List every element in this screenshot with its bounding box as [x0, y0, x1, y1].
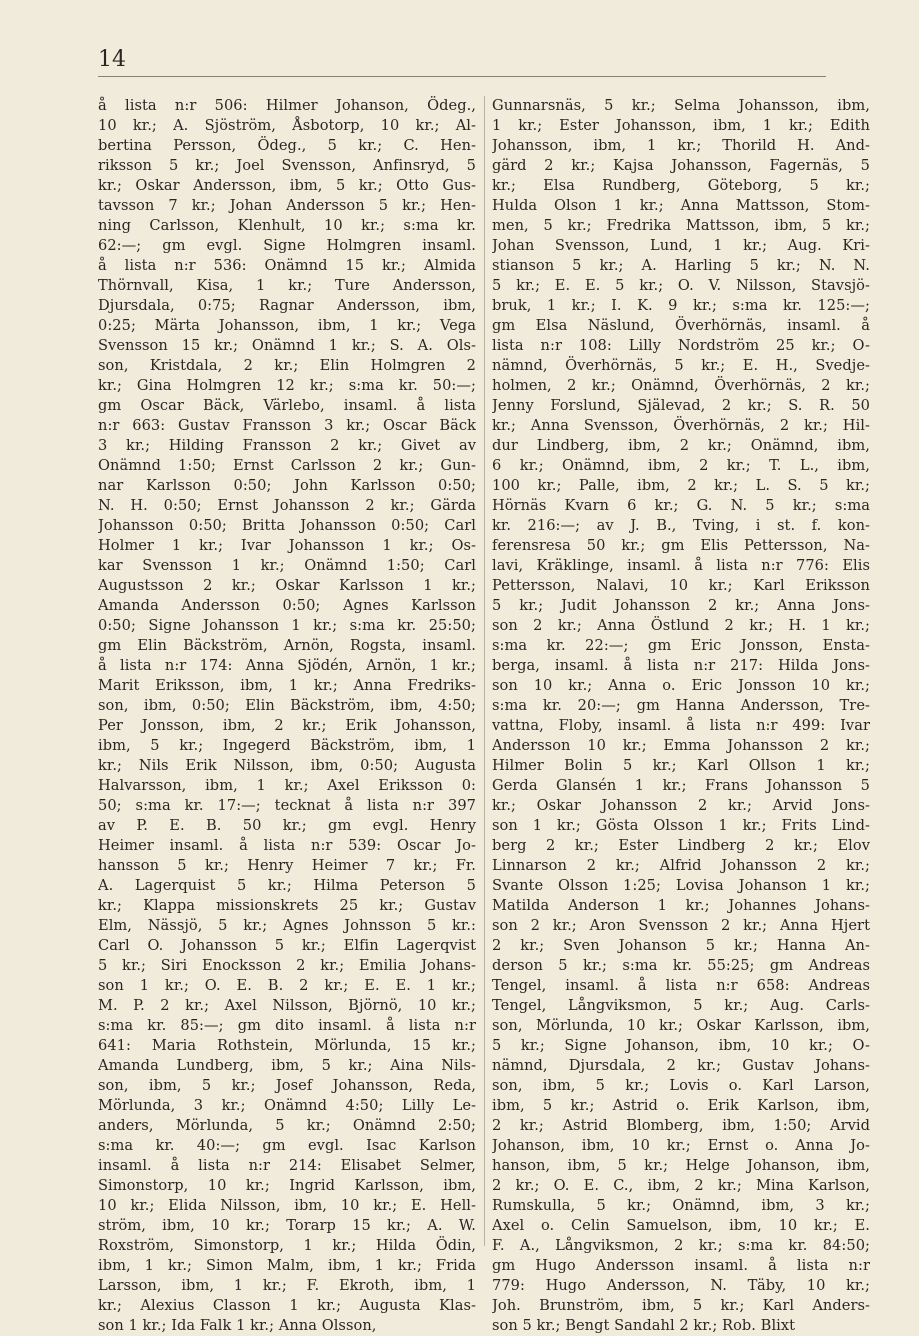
text-line: riksson 5 kr.; Joel Svensson, Anfinsryd, 5 — [98, 157, 476, 174]
text-line: 5 kr.; Signe Johanson, ibm, 10 kr.; O- — [492, 1037, 870, 1054]
text-line: s:ma kr. 40:—; gm evgl. Isac Karlson — [98, 1137, 476, 1154]
text-line: kr.; Oskar Andersson, ibm, 5 kr.; Otto Gus- — [98, 177, 476, 194]
text-line: av P. E. B. 50 kr.; gm evgl. Henry — [98, 817, 476, 834]
text-line: Simonstorp, 10 kr.; Ingrid Karlsson, ibm, — [98, 1177, 476, 1194]
text-line: bruk, 1 kr.; I. K. 9 kr.; s:ma kr. 125:—; — [492, 297, 870, 314]
text-line: Thörnvall, Kisa, 1 kr.; Ture Andersson, — [98, 277, 476, 294]
text-line: Halvarsson, ibm, 1 kr.; Axel Eriksson 0: — [98, 777, 476, 794]
text-line: tavsson 7 kr.; Johan Andersson 5 kr.; Hen- — [98, 197, 476, 214]
text-line: 641: Maria Rothstein, Mörlunda, 15 kr.; — [98, 1037, 476, 1054]
right-column — [492, 96, 870, 1336]
text-line: lavi, Kräklinge, insaml. å lista n:r 776: Elis — [492, 557, 870, 574]
text-line: 2 kr.; O. E. C., ibm, 2 kr.; Mina Karlson, — [492, 1177, 870, 1194]
text-line: derson 5 kr.; s:ma kr. 55:25; gm Andreas — [492, 957, 870, 974]
text-line: 5 kr.; Siri Enocksson 2 kr.; Emilia Johans- — [98, 957, 476, 974]
text-line: son, ibm, 5 kr.; Josef Johansson, Reda, — [98, 1077, 476, 1094]
text-line: 100 kr.; Palle, ibm, 2 kr.; L. S. 5 kr.; — [492, 477, 870, 494]
text-line: 5 kr.; Judit Johansson 2 kr.; Anna Jons- — [492, 597, 870, 614]
text-line: gärd 2 kr.; Kajsa Johansson, Fagernäs, 5 — [492, 157, 870, 174]
text-line: kr.; Klappa missionskrets 25 kr.; Gustav — [98, 897, 476, 914]
text-line: Jenny Forslund, Själevad, 2 kr.; S. R. 50 — [492, 397, 870, 414]
text-line: gm Oscar Bäck, Värlebo, insaml. å lista — [98, 397, 476, 414]
text-line: Johan Svensson, Lund, 1 kr.; Aug. Kri- — [492, 237, 870, 254]
text-line: Holmer 1 kr.; Ivar Johansson 1 kr.; Os- — [98, 537, 476, 554]
text-line: Johansson, ibm, 1 kr.; Thorild H. And- — [492, 137, 870, 154]
text-line: son 1 kr.; O. E. B. 2 kr.; E. E. 1 kr.; — [98, 977, 476, 994]
text-line: kr.; Nils Erik Nilsson, ibm, 0:50; Augusta — [98, 757, 476, 774]
text-line: Onämnd 1:50; Ernst Carlsson 2 kr.; Gun- — [98, 457, 476, 474]
text-line: kar Svensson 1 kr.; Onämnd 1:50; Carl — [98, 557, 476, 574]
text-line: Mörlunda, 3 kr.; Onämnd 4:50; Lilly Le- — [98, 1097, 476, 1114]
header-rule — [98, 76, 826, 77]
text-line: hanson, ibm, 5 kr.; Helge Johanson, ibm, — [492, 1157, 870, 1174]
text-line: Hulda Olson 1 kr.; Anna Mattsson, Stom- — [492, 197, 870, 214]
text-line: Per Jonsson, ibm, 2 kr.; Erik Johansson, — [98, 717, 476, 734]
text-line: bertina Persson, Ödeg., 5 kr.; C. Hen- — [98, 137, 476, 154]
text-line: Tengel, insaml. å lista n:r 658: Andreas — [492, 977, 870, 994]
text-line: Gunnarsnäs, 5 kr.; Selma Johansson, ibm, — [492, 97, 870, 114]
text-line: ibm, 1 kr.; Simon Malm, ibm, 1 kr.; Frida — [98, 1257, 476, 1274]
text-line: 0:50; Signe Johansson 1 kr.; s:ma kr. 25:50; — [98, 617, 476, 634]
text-line: Augustsson 2 kr.; Oskar Karlsson 1 kr.; — [98, 577, 476, 594]
text-line: M. P. 2 kr.; Axel Nilsson, Björnö, 10 kr.; — [98, 997, 476, 1014]
text-line: s:ma kr. 85:—; gm dito insaml. å lista n:r — [98, 1017, 476, 1034]
text-line: ning Carlsson, Klenhult, 10 kr.; s:ma kr. — [98, 217, 476, 234]
text-line: ferensresa 50 kr.; gm Elis Pettersson, Na- — [492, 537, 870, 554]
text-line: Andersson 10 kr.; Emma Johansson 2 kr.; — [492, 737, 870, 754]
text-line: Rumskulla, 5 kr.; Onämnd, ibm, 3 kr.; — [492, 1197, 870, 1214]
text-line: son, Kristdala, 2 kr.; Elin Holmgren 2 — [98, 357, 476, 374]
text-line: å lista n:r 536: Onämnd 15 kr.; Almida — [98, 257, 476, 274]
text-line: men, 5 kr.; Fredrika Mattsson, ibm, 5 kr.; — [492, 217, 870, 234]
text-line: Hilmer Bolin 5 kr.; Karl Ollson 1 kr.; — [492, 757, 870, 774]
text-line: insaml. å lista n:r 214: Elisabet Selmer, — [98, 1157, 476, 1174]
text-line: ibm, 5 kr.; Ingegerd Bäckström, ibm, 1 — [98, 737, 476, 754]
text-line: 5 kr.; E. E. 5 kr.; O. V. Nilsson, Stavsjö- — [492, 277, 870, 294]
text-line: Carl O. Johansson 5 kr.; Elfin Lagerqvist — [98, 937, 476, 954]
text-line: Elm, Nässjö, 5 kr.; Agnes Johnsson 5 kr.: — [98, 917, 476, 934]
text-line: kr.; Gina Holmgren 12 kr.; s:ma kr. 50:—; — [98, 377, 476, 394]
text-line: 50; s:ma kr. 17:—; tecknat å lista n:r 397 — [98, 797, 476, 814]
text-line: son 2 kr.; Anna Östlund 2 kr.; H. 1 kr.; — [492, 617, 870, 634]
text-line: dur Lindberg, ibm, 2 kr.; Onämnd, ibm, — [492, 437, 870, 454]
text-line: n:r 663: Gustav Fransson 3 kr.; Oscar Bäck — [98, 417, 476, 434]
text-line: Svante Olsson 1:25; Lovisa Johanson 1 kr.; — [492, 877, 870, 894]
text-line: Svensson 15 kr.; Onämnd 1 kr.; S. A. Ols- — [98, 337, 476, 354]
text-line: Johanson, ibm, 10 kr.; Ernst o. Anna Jo- — [492, 1137, 870, 1154]
text-line: ibm, 5 kr.; Astrid o. Erik Karlson, ibm, — [492, 1097, 870, 1114]
text-line: vattna, Floby, insaml. å lista n:r 499: Ivar — [492, 717, 870, 734]
text-line: son 1 kr.; Ida Falk 1 kr.; Anna Olsson, — [98, 1317, 377, 1334]
text-line: 1 kr.; Ester Johansson, ibm, 1 kr.; Edith — [492, 117, 870, 134]
text-line: A. Lagerquist 5 kr.; Hilma Peterson 5 — [98, 877, 476, 894]
column-divider — [484, 96, 485, 1246]
text-line: N. H. 0:50; Ernst Johansson 2 kr.; Gärda — [98, 497, 476, 514]
text-line: Amanda Lundberg, ibm, 5 kr.; Aina Nils- — [98, 1057, 476, 1074]
text-line: 10 kr.; Elida Nilsson, ibm, 10 kr.; E. Hell- — [98, 1197, 476, 1214]
text-line: kr.; Alexius Classon 1 kr.; Augusta Klas- — [98, 1297, 476, 1314]
text-line: son, ibm, 5 kr.; Lovis o. Karl Larson, — [492, 1077, 870, 1094]
text-line: son 1 kr.; Gösta Olsson 1 kr.; Frits Lind- — [492, 817, 870, 834]
text-line: son, Mörlunda, 10 kr.; Oskar Karlsson, ibm, — [492, 1017, 870, 1034]
text-line: s:ma kr. 20:—; gm Hanna Andersson, Tre- — [492, 697, 870, 714]
text-line: 0:25; Märta Johansson, ibm, 1 kr.; Vega — [98, 317, 476, 334]
text-line: berg 2 kr.; Ester Lindberg 2 kr.; Elov — [492, 837, 870, 854]
page-number: 14 — [98, 47, 126, 72]
text-line: nämnd, Djursdala, 2 kr.; Gustav Johans- — [492, 1057, 870, 1074]
text-line: å lista n:r 506: Hilmer Johanson, Ödeg., — [98, 97, 476, 114]
text-line: gm Hugo Andersson insaml. å lista n:r — [492, 1257, 870, 1274]
text-line: 62:—; gm evgl. Signe Holmgren insaml. — [98, 237, 476, 254]
text-line: Amanda Andersson 0:50; Agnes Karlsson — [98, 597, 476, 614]
text-line: Marit Eriksson, ibm, 1 kr.; Anna Fredriks- — [98, 677, 476, 694]
text-line: kr. 216:—; av J. B., Tving, i st. f. kon- — [492, 517, 870, 534]
text-line: kr.; Oskar Johansson 2 kr.; Arvid Jons- — [492, 797, 870, 814]
text-line: Linnarson 2 kr.; Alfrid Johansson 2 kr.; — [492, 857, 870, 874]
text-line: 2 kr.; Astrid Blomberg, ibm, 1:50; Arvid — [492, 1117, 870, 1134]
text-line: nämnd, Överhörnäs, 5 kr.; E. H., Svedje- — [492, 357, 870, 374]
text-line: Axel o. Celin Samuelson, ibm, 10 kr.; E. — [492, 1217, 870, 1234]
text-line: Gerda Glansén 1 kr.; Frans Johansson 5 — [492, 777, 870, 794]
text-line: 6 kr.; Onämnd, ibm, 2 kr.; T. L., ibm, — [492, 457, 870, 474]
text-line: stianson 5 kr.; A. Harling 5 kr.; N. N. — [492, 257, 870, 274]
text-line: 779: Hugo Andersson, N. Täby, 10 kr.; — [492, 1277, 870, 1294]
text-line: kr.; Elsa Rundberg, Göteborg, 5 kr.; — [492, 177, 870, 194]
text-line: anders, Mörlunda, 5 kr.; Onämnd 2:50; — [98, 1117, 476, 1134]
text-line: Matilda Anderson 1 kr.; Johannes Johans- — [492, 897, 870, 914]
text-line: å lista n:r 174: Anna Sjödén, Arnön, 1 kr.; — [98, 657, 476, 674]
text-line: F. A., Långviksmon, 2 kr.; s:ma kr. 84:50; — [492, 1237, 870, 1254]
text-line: Joh. Brunström, ibm, 5 kr.; Karl Anders- — [492, 1297, 870, 1314]
text-line: son 5 kr.; Bengt Sandahl 2 kr.; Rob. Blixt — [492, 1317, 796, 1334]
text-line: son, ibm, 0:50; Elin Bäckström, ibm, 4:50; — [98, 697, 476, 714]
text-line: gm Elin Bäckström, Arnön, Rogsta, insaml. — [98, 637, 476, 654]
text-line: son 2 kr.; Aron Svensson 2 kr.; Anna Hjert — [492, 917, 870, 934]
text-line: 3 kr.; Hilding Fransson 2 kr.; Givet av — [98, 437, 476, 454]
text-line: Djursdala, 0:75; Ragnar Andersson, ibm, — [98, 297, 476, 314]
text-line: nar Karlsson 0:50; John Karlsson 0:50; — [98, 477, 476, 494]
left-column — [98, 96, 476, 1336]
text-line: gm Elsa Näslund, Överhörnäs, insaml. å — [492, 317, 870, 334]
text-line: lista n:r 108: Lilly Nordström 25 kr.; O- — [492, 337, 870, 354]
text-line: holmen, 2 kr.; Onämnd, Överhörnäs, 2 kr.; — [492, 377, 870, 394]
text-line: Pettersson, Nalavi, 10 kr.; Karl Eriksson — [492, 577, 870, 594]
text-line: berga, insaml. å lista n:r 217: Hilda Jons- — [492, 657, 870, 674]
text-line: 2 kr.; Sven Johanson 5 kr.; Hanna An- — [492, 937, 870, 954]
text-line: kr.; Anna Svensson, Överhörnäs, 2 kr.; Hil- — [492, 417, 870, 434]
text-line: ström, ibm, 10 kr.; Torarp 15 kr.; A. W. — [98, 1217, 476, 1234]
text-line: Larsson, ibm, 1 kr.; F. Ekroth, ibm, 1 — [98, 1277, 476, 1294]
text-line: hansson 5 kr.; Henry Heimer 7 kr.; Fr. — [98, 857, 476, 874]
text-line: Roxström, Simonstorp, 1 kr.; Hilda Ödin, — [98, 1237, 476, 1254]
text-line: s:ma kr. 22:—; gm Eric Jonsson, Ensta- — [492, 637, 870, 654]
text-line: son 10 kr.; Anna o. Eric Jonsson 10 kr.; — [492, 677, 870, 694]
text-line: Tengel, Långviksmon, 5 kr.; Aug. Carls- — [492, 997, 870, 1014]
text-line: 10 kr.; A. Sjöström, Åsbotorp, 10 kr.; Al- — [98, 117, 476, 134]
text-line: Hörnäs Kvarn 6 kr.; G. N. 5 kr.; s:ma — [492, 497, 870, 514]
text-line: Johansson 0:50; Britta Johansson 0:50; Carl — [98, 517, 476, 534]
text-line: Heimer insaml. å lista n:r 539: Oscar Jo- — [98, 837, 476, 854]
